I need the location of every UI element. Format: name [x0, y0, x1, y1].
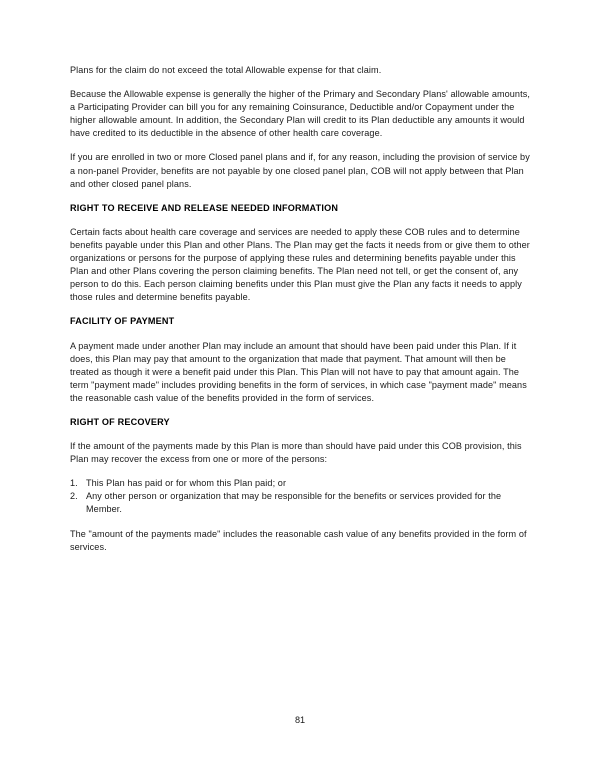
list-item	[70, 477, 531, 490]
paragraph-right-of-recovery-intro: If the amount of the payments made by this Plan is more than should have paid under this COB provision, this Plan may recover the excess from one or more of the persons:	[70, 441, 522, 465]
page-number: 81	[294, 715, 306, 725]
list-item-marker: 2.	[70, 491, 78, 502]
list-item-label: Any other person or organization that may be responsible for the benefits or services provided for the Member.	[86, 491, 502, 515]
paragraph-certain-facts-cob-rules: Certain facts about health care coverage and services are needed to apply these COB rules and to determine benefits payable under this Plan and other Plans. The Plan may get the facts it needs from or give them to other organizations or persons for the purpose of applying these rules and determining benefits payable under this Plan and other Plans covering the person claiming benefits. The Plan need not tell, or get the consent of, any person to do this. Each person claiming benefits under this Plan must give the Plan any facts it needs to apply those rules and determine benefits payable.	[70, 226, 530, 303]
heading-facility-of-payment: FACILITY OF PAYMENT	[70, 316, 175, 327]
paragraph-amount-of-payments-made-definition: The "amount of the payments made" includes the reasonable cash value of any benefits provided in the form of services.	[70, 528, 527, 552]
paragraph-closed-panel-plans: If you are enrolled in two or more Closed panel plans and if, for any reason, including the provision of service by a non-panel Provider, benefits are not payable by one closed panel plan, COB will not apply between that Plan and other closed panel plans.	[70, 152, 530, 189]
list-item	[70, 490, 531, 516]
paragraph-facility-of-payment-body: A payment made under another Plan may include an amount that should have been paid under this Plan. If it does, this Plan may pay that amount to the organization that made that payment. That amount will then be treated as though it were a benefit paid under this Plan. This Plan will not have to pay that amount again. The term "payment made" includes providing benefits in the form of services, in which case "payment made" means the reasonable cash value of the benefits provided in the form of services.	[70, 340, 527, 403]
heading-right-to-receive-and-release-needed-information: RIGHT TO RECEIVE AND RELEASE NEEDED INFORMATION	[70, 202, 339, 213]
list-item-marker: 1.	[70, 478, 78, 489]
paragraph-allowable-expense-total: Plans for the claim do not exceed the total Allowable expense for that claim.	[70, 65, 382, 75]
paragraph-participating-provider-billing: Because the Allowable expense is generally the higher of the Primary and Secondary Plans' allowable amounts, a Participating Provider can bill you for any remaining Coinsurance, Deductible and/or Copayment under the higher allowable amount. In addition, the Secondary Plan will credit to its Plan deductible any amounts it would have credited to its deductible in the absence of other health care coverage.	[70, 89, 530, 139]
list-recovery-persons	[70, 477, 531, 516]
document-body	[70, 64, 531, 565]
page-footer	[0, 714, 600, 727]
list-item-label: This Plan has paid or for whom this Plan paid; or	[86, 478, 287, 489]
heading-right-of-recovery: RIGHT OF RECOVERY	[70, 416, 170, 427]
